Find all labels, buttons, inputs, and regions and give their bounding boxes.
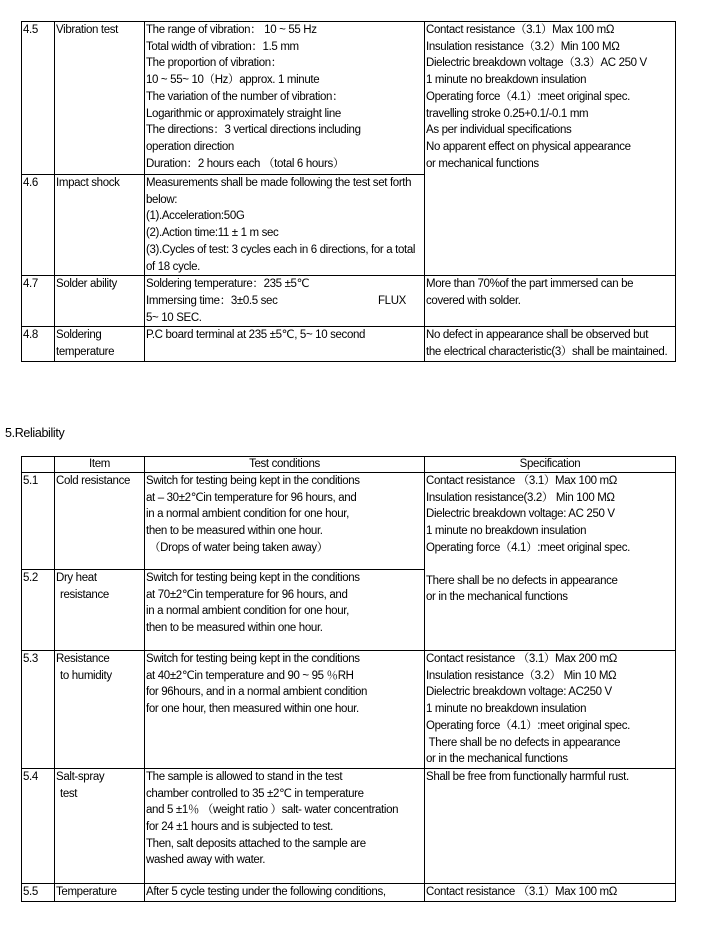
condition-line: Switch for testing being kept in the conditions <box>146 653 360 665</box>
condition-line: The sample is allowed to stand in the test <box>146 770 343 783</box>
header-no <box>22 457 55 473</box>
condition-line: at 40±2℃in temperature and 90 ~ 95 ％RH <box>146 669 354 682</box>
spec-line: travelling stroke 0.25+0.1/-0.1 mm <box>426 107 589 120</box>
item-line: Temperature <box>56 885 117 898</box>
condition-line: in a normal ambient condition for one hour, <box>146 508 349 521</box>
reliability-table <box>21 456 676 902</box>
test-conditions-cell <box>145 22 425 175</box>
immersing-time-text: Immersing time：3±0.5 sec <box>146 294 278 307</box>
table-row <box>22 327 676 362</box>
item-cell <box>55 276 145 327</box>
item-cell <box>55 22 145 175</box>
spec-line: the electrical characteristic(3）shall be maintained. <box>426 346 668 359</box>
spec-line: Dielectric breakdown voltage: AC250 V <box>426 686 612 699</box>
condition-line: Total width of vibration：1.5 mm <box>146 40 299 53</box>
spec-line: 1 minute no breakdown insulation <box>426 74 587 87</box>
condition-line: The variation of the number of vibration： <box>146 90 344 103</box>
row-number: 4.6 <box>22 175 55 276</box>
item-cell <box>55 883 145 901</box>
row-number: 4.8 <box>22 327 55 362</box>
item-line: Salt-spray <box>56 770 105 783</box>
condition-line: Soldering temperature：235 ±5℃ <box>146 278 310 291</box>
row-number: 4.7 <box>22 276 55 327</box>
item-cell <box>55 473 145 570</box>
item-line: to humidity <box>60 669 112 682</box>
condition-line: Duration：2 hours each （total 6 hours） <box>146 157 344 170</box>
condition-line: Measurements shall be made following the test set forth <box>146 177 412 189</box>
item-cell <box>55 327 145 362</box>
row-number: 5.1 <box>22 473 55 570</box>
condition-line: at – 30±2℃in temperature for 96 hours, and <box>146 491 357 504</box>
table-row <box>22 883 676 901</box>
test-conditions-cell <box>145 327 425 362</box>
item-line: test <box>60 787 78 800</box>
row-number: 5.4 <box>22 768 55 883</box>
item-line: resistance <box>60 588 109 601</box>
condition-line: Switch for testing being kept in the conditions <box>146 572 360 584</box>
spec-line: There shall be no defects in appearance <box>426 574 618 587</box>
item-cell <box>55 570 145 651</box>
spec-line: Contact resistance（3.1）Max 100 mΩ <box>426 24 615 36</box>
item-cell <box>55 651 145 769</box>
condition-line: The proportion of vibration： <box>146 57 282 70</box>
spec-line <box>426 557 674 573</box>
condition-line <box>146 293 423 310</box>
spec-line: 1 minute no breakdown insulation <box>426 703 587 716</box>
test-conditions-cell <box>145 276 425 327</box>
condition-line: The directions：3 vertical directions including <box>146 124 361 137</box>
spec-line: No defect in appearance shall be observed but <box>426 329 649 342</box>
condition-line: in a normal ambient condition for one hour, <box>146 605 349 618</box>
condition-line: Switch for testing being kept in the conditions <box>146 475 360 487</box>
row-number: 5.2 <box>22 570 55 651</box>
spec-line: or mechanical functions <box>426 157 539 170</box>
condition-line: （Drops of water being taken away） <box>149 541 328 554</box>
condition-line: After 5 cycle testing under the following conditions, <box>146 885 386 898</box>
condition-line: for 24 ±1 hours and is subjected to test. <box>146 821 333 834</box>
specification-cell <box>425 327 676 362</box>
condition-line: (2).Action time:11 ± 1 m sec <box>146 227 279 240</box>
spec-line: covered with solder. <box>426 294 521 307</box>
item-cell <box>55 768 145 883</box>
spec-line: Insulation resistance(3.2） Min 100 MΩ <box>426 491 615 504</box>
condition-line: of 18 cycle. <box>146 260 200 273</box>
item-line: Cold resistance <box>56 475 131 487</box>
row-number: 5.3 <box>22 651 55 769</box>
spec-line: Operating force（4.1）:meet original spec. <box>426 719 630 732</box>
condition-line: then to be measured within one hour. <box>146 622 323 635</box>
specification-cell <box>425 276 676 327</box>
specification-cell <box>425 883 676 901</box>
header-conditions: Test conditions <box>145 457 425 473</box>
condition-line: Then, salt deposits attached to the sample are <box>146 837 366 850</box>
header-specification: Specification <box>425 457 676 473</box>
spec-line: As per individual specifications <box>426 124 572 137</box>
item-line: Dry heat <box>56 572 97 584</box>
condition-line: at 70±2℃in temperature for 96 hours, and <box>146 588 348 601</box>
spec-line: More than 70%of the part immersed can be <box>426 278 634 291</box>
spec-line: or in the mechanical functions <box>426 591 568 604</box>
spec-line: Dielectric breakdown voltage: AC 250 V <box>426 508 615 521</box>
spec-line: Dielectric breakdown voltage（3.3）AC 250 V <box>426 57 647 70</box>
item-line: Soldering <box>56 329 102 342</box>
condition-line: (1).Acceleration:50G <box>146 210 245 223</box>
condition-line: and 5 ±1％ （weight ratio ）salt- water concentration <box>146 804 399 817</box>
spec-line: 1 minute no breakdown insulation <box>426 525 587 538</box>
condition-line: operation direction <box>146 140 234 153</box>
condition-line: washed away with water. <box>146 854 266 867</box>
condition-line: for one hour, then measured within one hour. <box>146 703 359 716</box>
table-row <box>22 768 676 883</box>
test-conditions-cell <box>145 473 425 570</box>
spec-line: Contact resistance （3.1）Max 100 mΩ <box>426 885 618 898</box>
spec-line: No apparent effect on physical appearance <box>426 140 631 153</box>
condition-line: P.C board terminal at 235 ±5℃, 5~ 10 second <box>146 329 366 342</box>
spec-line: Contact resistance （3.1）Max 100 mΩ <box>426 475 618 487</box>
specification-cell <box>425 651 676 769</box>
spec-line: Shall be free from functionally harmful rust. <box>426 770 629 783</box>
specification-cell <box>425 768 676 883</box>
test-conditions-cell <box>145 883 425 901</box>
flux-label: FLUX <box>378 294 406 307</box>
condition-line: 10 ~ 55~ 10（Hz）approx. 1 minute <box>146 74 320 87</box>
item-line: Vibration test <box>56 24 119 36</box>
test-conditions-cell <box>145 175 425 276</box>
condition-line: chamber controlled to 35 ±2℃ in temperature <box>146 787 364 800</box>
spec-line: Contact resistance （3.1）Max 200 mΩ <box>426 653 618 665</box>
test-conditions-cell <box>145 651 425 769</box>
header-item: Item <box>55 457 145 473</box>
condition-line: then to be measured within one hour. <box>146 525 323 538</box>
item-line: temperature <box>56 346 115 359</box>
item-cell <box>55 175 145 276</box>
mechanical-test-table <box>21 21 676 362</box>
condition-line: 5~ 10 SEC. <box>146 311 202 324</box>
test-conditions-cell <box>145 768 425 883</box>
spec-line: Insulation resistance（3.2）Min 100 MΩ <box>426 40 620 53</box>
table-row <box>22 651 676 769</box>
condition-line: (3).Cycles of test: 3 cycles each in 6 directions, for a total <box>146 243 416 256</box>
table-header-row <box>22 457 676 473</box>
spec-line: Operating force（4.1）:meet original spec. <box>426 541 630 554</box>
spec-line: Insulation resistance（3.2） Min 10 MΩ <box>426 669 617 682</box>
condition-line: below: <box>146 193 178 206</box>
specification-cell <box>425 22 676 276</box>
section-title: 5.Reliability <box>5 426 65 440</box>
spec-line: There shall be no defects in appearance <box>426 736 621 749</box>
test-conditions-cell <box>145 570 425 651</box>
item-line: Impact shock <box>56 177 120 189</box>
condition-line: The range of vibration： 10 ~ 55 Hz <box>146 24 317 36</box>
table-row <box>22 276 676 327</box>
row-number: 4.5 <box>22 22 55 175</box>
spec-line: or in the mechanical functions <box>426 753 568 766</box>
table-row <box>22 22 676 175</box>
condition-line: Logarithmic or approximately straight line <box>146 107 341 120</box>
table-row <box>22 473 676 570</box>
condition-line: for 96hours, and in a normal ambient condition <box>146 686 368 699</box>
item-line: Solder ability <box>56 278 117 291</box>
row-number: 5.5 <box>22 883 55 901</box>
spec-line: Operating force（4.1）:meet original spec. <box>426 90 630 103</box>
specification-cell <box>425 473 676 651</box>
item-line: Resistance <box>56 653 110 665</box>
